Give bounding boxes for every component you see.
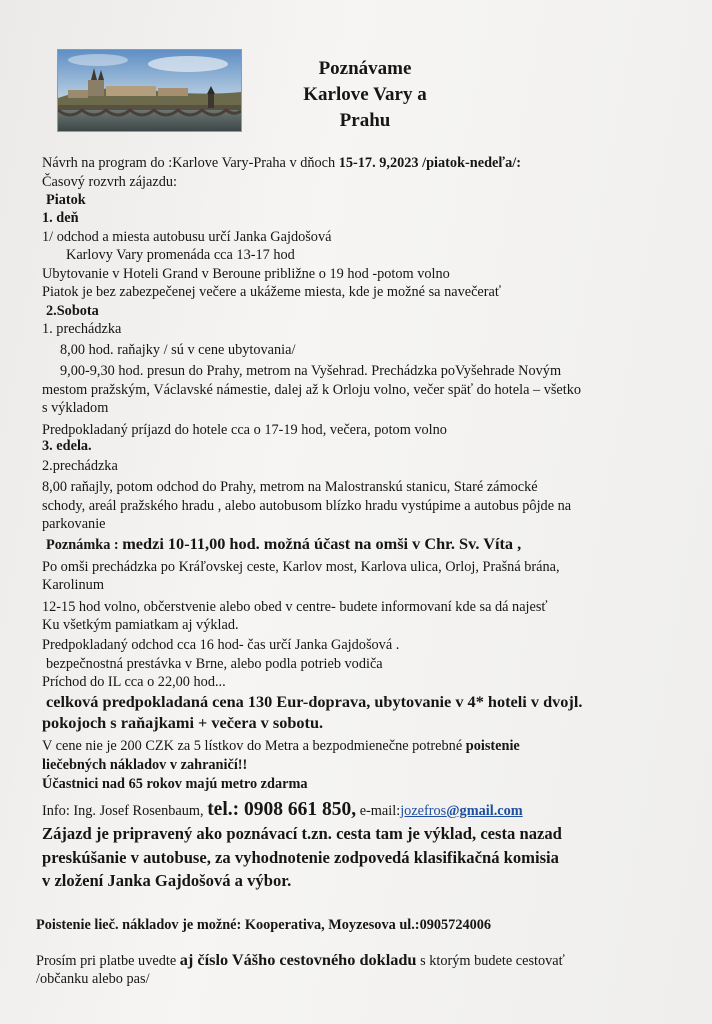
sunday-line-3: 12-15 hod volno, občerstvenie alebo obed v centre- budete informovaní kde sa dá najesť	[42, 599, 548, 615]
insurance-line: Poistenie lieč. nákladov je možné: Kooperativa, Moyzesova ul.:0905724006	[36, 917, 492, 933]
footer-bold: aj číslo Vášho cestovného dokladu	[179, 950, 417, 969]
sunday-line-6: bezpečnostná prestávka v Brne, alebo podla potrieb vodiča	[46, 656, 383, 672]
excluded-insurance: poistenie	[465, 738, 520, 754]
note-text: medzi 10-11,00 hod. možná účast na omši v Chr. Sv. Víta ,	[122, 534, 522, 553]
info-line-2: preskúšanie v autobuse, za vyhodnotenie zodpovedá klasifikačná komisia	[42, 848, 559, 867]
excluded-text: V cene nie je 200 CZK za 5 lístkov do Metra a bezpodmienečne potrebné	[42, 738, 463, 754]
intro-dates: 15-17. 9,2023 /piatok-nedeľa/:	[338, 155, 521, 171]
email-domain: @gmail.com	[446, 803, 523, 819]
prague-castle-photo	[57, 49, 242, 132]
title-line-2: Karlove Vary a	[303, 84, 427, 105]
info-line-1: Zájazd je pripravený ako poznávací t.zn. cesta tam je výklad, cesta nazad	[42, 824, 562, 843]
footer-post: s ktorým budete cestovať	[420, 953, 565, 969]
seniors-line: Účastnici nad 65 rokov majú metro zdarma	[42, 776, 308, 792]
friday-heading: Piatok	[46, 192, 86, 208]
footer-pre: Prosím pri platbe uvedte	[36, 953, 177, 969]
sunday-line-4: Ku všetkým pamiatkam aj výklad.	[42, 617, 239, 633]
note-label: Poznámka :	[46, 537, 119, 553]
saturday-line-2a: 9,00-9,30 hod. presun do Prahy, metrom na Vyšehrad. Prechádzka poVyšehrade Novým	[60, 363, 562, 379]
sunday-line-1c: parkovanie	[42, 516, 106, 532]
saturday-line-3: Predpokladaný príjazd do hotele cca o 17-19 hod, večera, potom volno	[42, 422, 447, 438]
sunday-line-1a: 8,00 raňajly, potom odchod do Prahy, metrom na Malostranskú stanicu, Staré zámocké	[42, 479, 538, 495]
saturday-line-1: 8,00 hod. raňajky / sú v cene ubytovania/	[60, 342, 296, 358]
sunday-walk: 2.prechádzka	[42, 458, 118, 474]
footer-line-1	[36, 951, 565, 970]
title-line-3: Prahu	[339, 110, 391, 131]
footer-line-2: /občanku alebo pas/	[36, 971, 150, 987]
saturday-line-2b: mestom pražským, Václavské námestie, dalej až k Orloju volno, večer späť do hotela – všetko	[42, 382, 582, 398]
excluded-line-2: liečebných nákladov v zahraničí!!	[42, 757, 248, 773]
friday-line-2: Karlovy Vary promenáda cca 13-17 hod	[66, 247, 295, 263]
contact-label: Info: Ing. Josef Rosenbaum,	[42, 803, 204, 819]
contact-email-label: e-mail:	[359, 803, 401, 819]
day-1-label: 1. deň	[42, 210, 79, 226]
friday-line-3: Ubytovanie v Hoteli Grand v Beroune približne o 19 hod -potom volno	[42, 266, 450, 282]
price-line-2: pokojoch s raňajkami + večera v sobotu.	[42, 713, 324, 732]
excluded-line-1	[42, 737, 520, 755]
saturday-walk: 1. prechádzka	[42, 321, 122, 337]
sunday-line-2a: Po omši prechádzka po Kráľovskej ceste, Karlov most, Karlova ulica, Orloj, Prašná brána,	[42, 559, 560, 575]
sunday-line-1b: schody, areál pražského hradu , alebo autobusom blízko hradu vystúpime a autobus pôjde na	[42, 498, 572, 514]
email-user: jozefros	[400, 803, 447, 819]
sunday-line-2b: Karolinum	[42, 577, 104, 593]
contact-line	[42, 798, 523, 823]
title-line-1: Poznávame	[318, 58, 412, 79]
intro-line	[42, 154, 521, 172]
saturday-heading: 2.Sobota	[46, 303, 99, 319]
prague-castle-image	[58, 50, 241, 131]
info-line-3: v zložení Janka Gajdošová a výbor.	[42, 871, 292, 890]
saturday-line-2c: s výkladom	[42, 400, 109, 416]
sunday-line-7: Príchod do IL cca o 22,00 hod...	[42, 674, 226, 690]
schedule-label: Časový rozvrh zájazdu:	[42, 174, 177, 190]
sunday-line-5: Predpokladaný odchod cca 16 hod- čas určí Janka Gajdošová .	[42, 637, 400, 653]
contact-email-link[interactable]	[400, 803, 522, 819]
note-line	[46, 535, 521, 554]
price-line-1: celková predpokladaná cena 130 Eur-doprava, ubytovanie v 4* hoteli v dvojl.	[46, 692, 583, 711]
friday-line-1: 1/ odchod a miesta autobusu určí Janka Gajdošová	[42, 229, 332, 245]
contact-phone: tel.: 0908 661 850,	[207, 799, 357, 820]
intro-text: Návrh na program do :Karlove Vary-Praha v dňoch	[42, 155, 336, 171]
friday-line-4: Piatok je bez zabezpečenej večere a ukážeme miesta, kde je možné sa navečerať	[42, 284, 501, 300]
sunday-heading: 3. edela.	[42, 438, 92, 454]
